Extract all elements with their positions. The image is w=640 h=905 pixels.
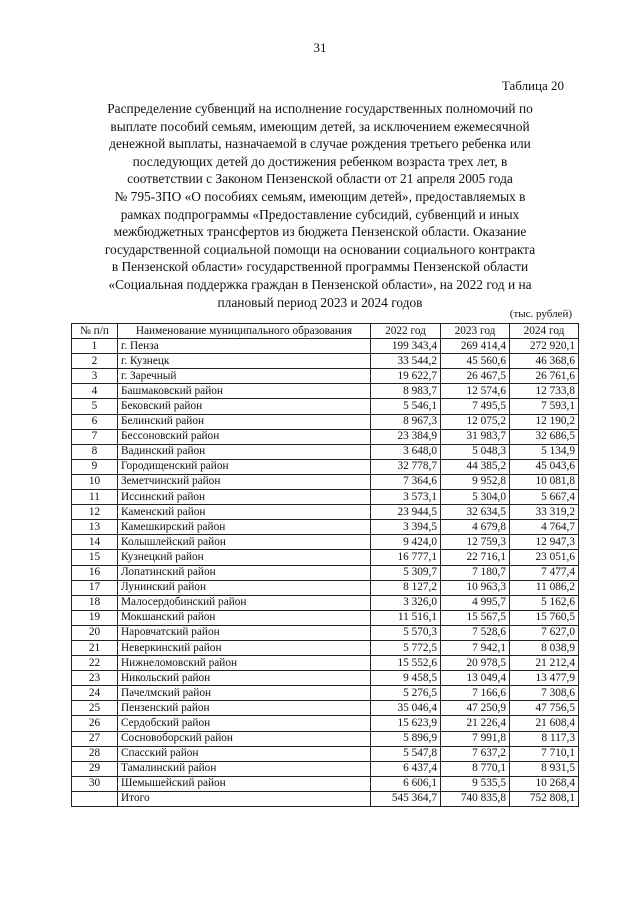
value-2023: 32 634,5	[441, 505, 510, 520]
municipality-name: Нижнеломовский район	[118, 656, 371, 671]
row-number: 22	[72, 656, 118, 671]
value-2023: 12 075,2	[441, 414, 510, 429]
value-2024: 272 920,1	[510, 339, 579, 354]
value-2022: 23 944,5	[371, 505, 441, 520]
municipality-name: Тамалинский район	[118, 761, 371, 776]
table-row	[72, 580, 579, 595]
municipality-name: г. Пенза	[118, 339, 371, 354]
row-number: 29	[72, 761, 118, 776]
value-2024: 33 319,2	[510, 505, 579, 520]
subvention-table	[71, 323, 579, 807]
row-number: 9	[72, 459, 118, 474]
municipality-name: Никольский район	[118, 671, 371, 686]
value-2023: 269 414,4	[441, 339, 510, 354]
table-row	[72, 414, 579, 429]
title-line: рамках подпрограммы «Предоставление субсидий, субвенций и иных	[120, 206, 520, 222]
municipality-name: Сосновоборский район	[118, 731, 371, 746]
value-2022: 5 896,9	[371, 731, 441, 746]
row-number: 4	[72, 384, 118, 399]
municipality-name: Пачелмский район	[118, 686, 371, 701]
row-number: 24	[72, 686, 118, 701]
value-2022: 3 394,5	[371, 520, 441, 535]
row-number: 30	[72, 776, 118, 791]
row-number: 13	[72, 520, 118, 535]
table-row	[72, 656, 579, 671]
table-body	[72, 339, 579, 807]
municipality-name: Земетчинский район	[118, 474, 371, 489]
municipality-name: Наровчатский район	[118, 625, 371, 640]
value-2023: 5 048,3	[441, 444, 510, 459]
value-2024: 5 134,9	[510, 444, 579, 459]
value-2022: 3 648,0	[371, 444, 441, 459]
value-2022: 15 552,6	[371, 656, 441, 671]
value-2022: 7 364,6	[371, 474, 441, 489]
table-row	[72, 550, 579, 565]
value-2022: 5 570,3	[371, 625, 441, 640]
value-2024: 13 477,9	[510, 671, 579, 686]
value-2022: 8 983,7	[371, 384, 441, 399]
row-number: 28	[72, 746, 118, 761]
municipality-name: Городищенский район	[118, 459, 371, 474]
value-2023: 5 304,0	[441, 490, 510, 505]
header-municipality: Наименование муниципального образования	[118, 324, 371, 339]
municipality-name: Шемышейский район	[118, 776, 371, 791]
value-2023: 7 991,8	[441, 731, 510, 746]
value-2024: 5 667,4	[510, 490, 579, 505]
table-header-row	[72, 324, 579, 339]
row-number: 7	[72, 429, 118, 444]
value-2024: 15 760,5	[510, 610, 579, 625]
title-line: межбюджетных трансфертов из бюджета Пензенской области. Оказание	[113, 224, 527, 240]
value-2023: 12 759,3	[441, 535, 510, 550]
municipality-name: Сердобский район	[118, 716, 371, 731]
value-2023: 7 637,2	[441, 746, 510, 761]
table-row	[72, 671, 579, 686]
units-label: (тыс. рублей)	[509, 308, 572, 320]
row-number: 10	[72, 474, 118, 489]
value-2024: 12 733,8	[510, 384, 579, 399]
value-2022: 5 547,8	[371, 746, 441, 761]
value-2022: 9 458,5	[371, 671, 441, 686]
value-2024: 10 268,4	[510, 776, 579, 791]
document-title	[70, 100, 570, 311]
value-2023: 740 835,8	[441, 791, 510, 806]
row-number: 12	[72, 505, 118, 520]
value-2024: 12 947,3	[510, 535, 579, 550]
value-2023: 8 770,1	[441, 761, 510, 776]
value-2022: 6 606,1	[371, 776, 441, 791]
value-2024: 23 051,6	[510, 550, 579, 565]
value-2022: 545 364,7	[371, 791, 441, 806]
table-row	[72, 731, 579, 746]
row-number: 6	[72, 414, 118, 429]
value-2024: 47 756,5	[510, 701, 579, 716]
page-number: 31	[313, 40, 327, 55]
value-2024: 7 593,1	[510, 399, 579, 414]
row-number: 2	[72, 354, 118, 369]
row-number: 5	[72, 399, 118, 414]
header-2022: 2022 год	[371, 324, 441, 339]
municipality-name: Бековский район	[118, 399, 371, 414]
value-2023: 13 049,4	[441, 671, 510, 686]
row-number: 17	[72, 580, 118, 595]
title-line: плановый период 2023 и 2024 годов	[217, 294, 423, 310]
title-line: государственной социальной помощи на основании социального контракта	[104, 241, 536, 257]
municipality-name: Вадинский район	[118, 444, 371, 459]
municipality-name: Каменский район	[118, 505, 371, 520]
value-2024: 21 212,4	[510, 656, 579, 671]
header-number: № п/п	[72, 324, 118, 339]
value-2023: 7 166,6	[441, 686, 510, 701]
row-number: 11	[72, 490, 118, 505]
value-2024: 8 038,9	[510, 640, 579, 655]
value-2024: 5 162,6	[510, 595, 579, 610]
value-2023: 12 574,6	[441, 384, 510, 399]
table-row	[72, 535, 579, 550]
value-2024: 46 368,6	[510, 354, 579, 369]
value-2024: 7 308,6	[510, 686, 579, 701]
table-row	[72, 520, 579, 535]
value-2023: 4 995,7	[441, 595, 510, 610]
municipality-name: Лунинский район	[118, 580, 371, 595]
row-number: 16	[72, 565, 118, 580]
value-2022: 15 623,9	[371, 716, 441, 731]
table-row	[72, 354, 579, 369]
value-2023: 7 942,1	[441, 640, 510, 655]
table-row	[72, 339, 579, 354]
value-2022: 5 772,5	[371, 640, 441, 655]
title-line: последующих детей до достижения ребенком возраста трех лет, в	[132, 153, 508, 169]
value-2024: 12 190,2	[510, 414, 579, 429]
municipality-name: Башмаковский район	[118, 384, 371, 399]
value-2024: 7 627,0	[510, 625, 579, 640]
value-2023: 26 467,5	[441, 369, 510, 384]
row-number	[72, 791, 118, 806]
value-2022: 19 622,7	[371, 369, 441, 384]
value-2023: 10 963,3	[441, 580, 510, 595]
value-2024: 4 764,7	[510, 520, 579, 535]
value-2023: 45 560,6	[441, 354, 510, 369]
table-row	[72, 640, 579, 655]
table-row	[72, 565, 579, 580]
value-2023: 9 952,8	[441, 474, 510, 489]
value-2022: 33 544,2	[371, 354, 441, 369]
value-2024: 8 931,5	[510, 761, 579, 776]
value-2022: 8 127,2	[371, 580, 441, 595]
value-2023: 7 180,7	[441, 565, 510, 580]
table-row	[72, 369, 579, 384]
value-2024: 45 043,6	[510, 459, 579, 474]
value-2023: 15 567,5	[441, 610, 510, 625]
value-2024: 32 686,5	[510, 429, 579, 444]
value-2024: 10 081,8	[510, 474, 579, 489]
municipality-name: г. Заречный	[118, 369, 371, 384]
value-2022: 6 437,4	[371, 761, 441, 776]
value-2023: 20 978,5	[441, 656, 510, 671]
total-row	[72, 791, 579, 806]
header-2024: 2024 год	[510, 324, 579, 339]
row-number: 18	[72, 595, 118, 610]
table-row	[72, 610, 579, 625]
header-2023: 2023 год	[441, 324, 510, 339]
table-row	[72, 595, 579, 610]
value-2024: 21 608,4	[510, 716, 579, 731]
value-2022: 16 777,1	[371, 550, 441, 565]
row-number: 15	[72, 550, 118, 565]
row-number: 8	[72, 444, 118, 459]
municipality-name: Мокшанский район	[118, 610, 371, 625]
municipality-name: Спасский район	[118, 746, 371, 761]
row-number: 1	[72, 339, 118, 354]
title-line: № 795-ЗПО «О пособиях семьям, имеющим детей», предоставляемых в	[114, 188, 526, 204]
title-line: в Пензенской области» государственной программы Пензенской области	[111, 259, 529, 275]
title-line: соответствии с Законом Пензенской области от 21 апреля 2005 года	[127, 171, 513, 187]
table-row	[72, 686, 579, 701]
table-row	[72, 474, 579, 489]
municipality-name: г. Кузнецк	[118, 354, 371, 369]
title-line: выплате пособий семьям, имеющим детей, за исключением ежемесячной	[110, 118, 530, 134]
value-2022: 199 343,4	[371, 339, 441, 354]
table-row	[72, 505, 579, 520]
table-row	[72, 459, 579, 474]
row-number: 14	[72, 535, 118, 550]
table-row	[72, 716, 579, 731]
table-row	[72, 776, 579, 791]
table-row	[72, 429, 579, 444]
row-number: 23	[72, 671, 118, 686]
value-2023: 4 679,8	[441, 520, 510, 535]
value-2022: 35 046,4	[371, 701, 441, 716]
table-row	[72, 399, 579, 414]
row-number: 20	[72, 625, 118, 640]
municipality-name: Итого	[118, 791, 371, 806]
table-number: Таблица 20	[501, 78, 564, 93]
row-number: 3	[72, 369, 118, 384]
value-2023: 9 535,5	[441, 776, 510, 791]
value-2022: 5 309,7	[371, 565, 441, 580]
municipality-name: Белинский район	[118, 414, 371, 429]
municipality-name: Лопатинский район	[118, 565, 371, 580]
title-line: денежной выплаты, назначаемой в случае рождения третьего ребенка или	[109, 136, 531, 152]
table-row	[72, 761, 579, 776]
table-row	[72, 490, 579, 505]
value-2022: 23 384,9	[371, 429, 441, 444]
value-2022: 3 326,0	[371, 595, 441, 610]
municipality-name: Пензенский район	[118, 701, 371, 716]
row-number: 25	[72, 701, 118, 716]
value-2023: 7 528,6	[441, 625, 510, 640]
value-2023: 47 250,9	[441, 701, 510, 716]
value-2022: 3 573,1	[371, 490, 441, 505]
title-line: Распределение субвенций на исполнение государственных полномочий по	[107, 101, 533, 116]
value-2024: 7 710,1	[510, 746, 579, 761]
municipality-name: Неверкинский район	[118, 640, 371, 655]
municipality-name: Камешкирский район	[118, 520, 371, 535]
municipality-name: Бессоновский район	[118, 429, 371, 444]
value-2022: 32 778,7	[371, 459, 441, 474]
value-2024: 26 761,6	[510, 369, 579, 384]
table-row	[72, 384, 579, 399]
row-number: 21	[72, 640, 118, 655]
value-2024: 11 086,2	[510, 580, 579, 595]
value-2023: 21 226,4	[441, 716, 510, 731]
value-2023: 7 495,5	[441, 399, 510, 414]
value-2023: 44 385,2	[441, 459, 510, 474]
row-number: 26	[72, 716, 118, 731]
value-2022: 5 546,1	[371, 399, 441, 414]
table-row	[72, 746, 579, 761]
table-row	[72, 444, 579, 459]
table-row	[72, 625, 579, 640]
row-number: 27	[72, 731, 118, 746]
value-2024: 8 117,3	[510, 731, 579, 746]
row-number: 19	[72, 610, 118, 625]
value-2024: 7 477,4	[510, 565, 579, 580]
value-2022: 9 424,0	[371, 535, 441, 550]
value-2024: 752 808,1	[510, 791, 579, 806]
municipality-name: Колышлейский район	[118, 535, 371, 550]
value-2022: 5 276,5	[371, 686, 441, 701]
value-2023: 31 983,7	[441, 429, 510, 444]
table-row	[72, 701, 579, 716]
value-2022: 8 967,3	[371, 414, 441, 429]
municipality-name: Кузнецкий район	[118, 550, 371, 565]
title-line: «Социальная поддержка граждан в Пензенской области», на 2022 год и на	[108, 276, 532, 292]
municipality-name: Малосердобинский район	[118, 595, 371, 610]
value-2023: 22 716,1	[441, 550, 510, 565]
value-2022: 11 516,1	[371, 610, 441, 625]
municipality-name: Иссинский район	[118, 490, 371, 505]
